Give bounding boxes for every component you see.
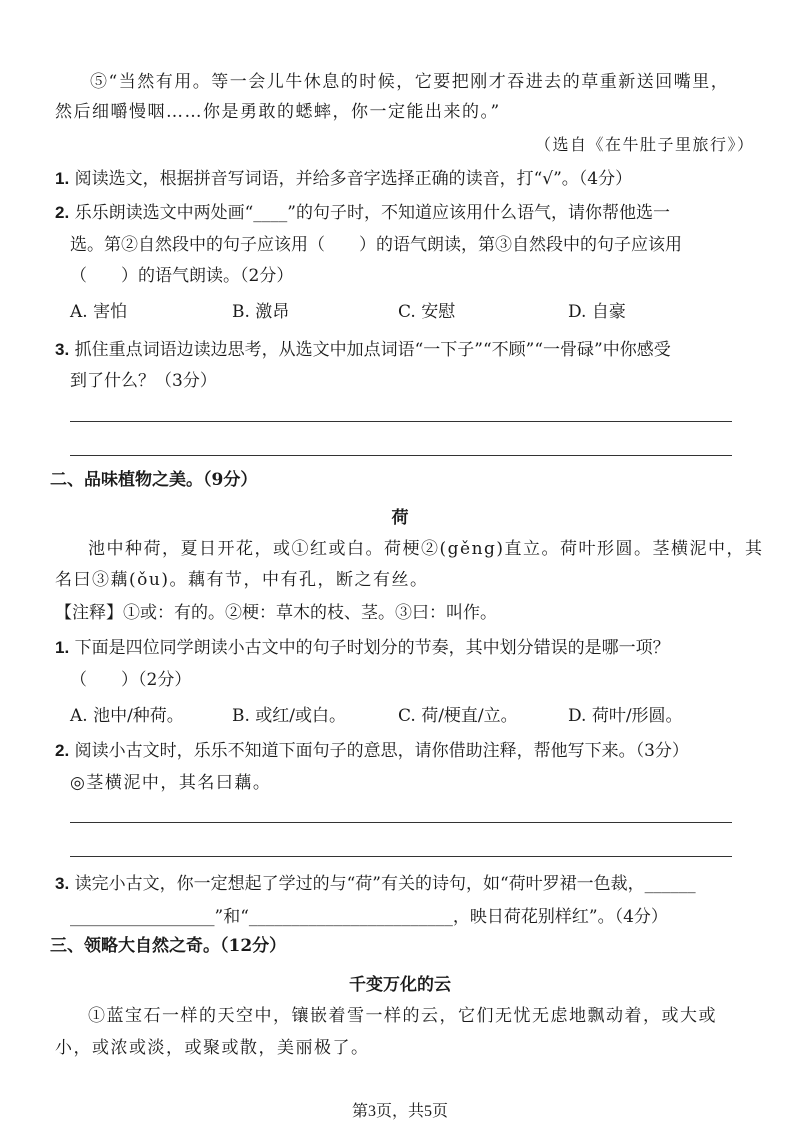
question-2-2-sentence: ◎茎横泥中，其名曰藕。 [70,773,272,793]
passage-source: （选自《在牛肚子里旅行》） [535,135,755,154]
passage-3-line2: 小，或浓或淡，或聚或散，美丽极了。 [55,1038,370,1058]
section-2-title: 荷 [391,508,409,528]
option-a[interactable]: A. 害怕 [70,302,128,322]
section-3-heading: 三、领略大自然之奇。（12分） [50,936,287,956]
question-text: 抓住重点词语边读边思考，从选文中加点词语“一下子”“不顾”“一骨碌”中你感受 [74,340,671,360]
question-2-1-line2: （ ）（2分） [70,670,192,690]
passage-3-line1: ①蓝宝石一样的天空中，镶嵌着雪一样的云，它们无忧无虑地飘动着，或大或 [88,1006,717,1026]
option-c[interactable]: C. 荷/梗直/立。 [398,706,518,726]
question-1-2-line2: 选。第②自然段中的句子应该用（ ）的语气朗读，第③自然段中的句子应该用 [70,235,682,255]
question-text: 阅读小古文时，乐乐不知道下面句子的意思，请你借助注释，帮他写下来。（3分） [74,741,689,761]
answer-line[interactable] [70,856,732,857]
answer-line[interactable] [70,455,732,456]
question-1-1 [55,167,632,191]
answer-line[interactable] [70,822,732,823]
question-1-3-line2: 到了什么？（3分） [70,371,217,391]
question-text: 阅读选文，根据拼音写词语，并给多音字选择正确的读音，打“√”。（4分） [74,169,633,189]
question-text: 下面是四位同学朗读小古文中的句子时划分的节奏，其中划分错误的是哪一项？ [74,638,670,658]
option-c[interactable]: C. 安慰 [398,302,456,322]
passage-para5-line2: 然后细嚼慢咽……你是勇敢的蟋蟀，你一定能出来的。” [55,102,501,122]
question-number: 1. [55,169,70,188]
question-text: 读完小古文，你一定想起了学过的与“荷”有关的诗句，如“荷叶罗裙一色裁，______ [74,874,696,894]
option-a[interactable]: A. 池中/种荷。 [70,706,184,726]
option-d[interactable]: D. 荷叶/形圆。 [568,706,683,726]
section-3-title: 千变万化的云 [349,975,451,995]
question-number: 3. [55,874,70,893]
passage-para5-line1: ⑤“当然有用。等一会儿牛休息的时候，它要把刚才吞进去的草重新送回嘴里， [90,72,730,92]
question-2-3-line1 [55,872,696,896]
question-1-3-line1 [55,338,671,362]
question-text: 乐乐朗读选文中两处画“____”的句子时，不知道应该用什么语气，请你帮他选一 [74,203,670,223]
question-2-2-line1 [55,739,689,763]
classical-text-line1: 池中种荷，夏日开花，或①红或白。荷梗②(gěng)直立。荷叶形圆。茎横泥中，其 [88,539,764,559]
question-1-2-line1 [55,201,670,225]
section-2-heading: 二、品味植物之美。（9分） [50,470,258,490]
classical-text-line2: 名曰③藕(ǒu)。藕有节，中有孔，断之有丝。 [55,570,429,590]
option-b[interactable]: B. 或红/或白。 [232,706,347,726]
question-number: 3. [55,340,70,359]
option-d[interactable]: D. 自豪 [568,302,626,322]
question-number: 1. [55,638,70,657]
annotation-note: 【注释】①或：有的。②梗：草木的枝、茎。③曰：叫作。 [55,603,497,623]
question-1-2-line3: （ ）的语气朗读。（2分） [70,266,294,286]
question-2-1-line1 [55,636,670,660]
answer-line[interactable] [70,421,732,422]
option-b[interactable]: B. 激昂 [232,302,290,322]
page-footer: 第3页，共5页 [351,1103,448,1120]
question-2-3-line2[interactable]: _________________”和“________________________，映日荷花别样红”。（4分） [70,907,668,927]
question-number: 2. [55,203,70,222]
question-number: 2. [55,741,70,760]
